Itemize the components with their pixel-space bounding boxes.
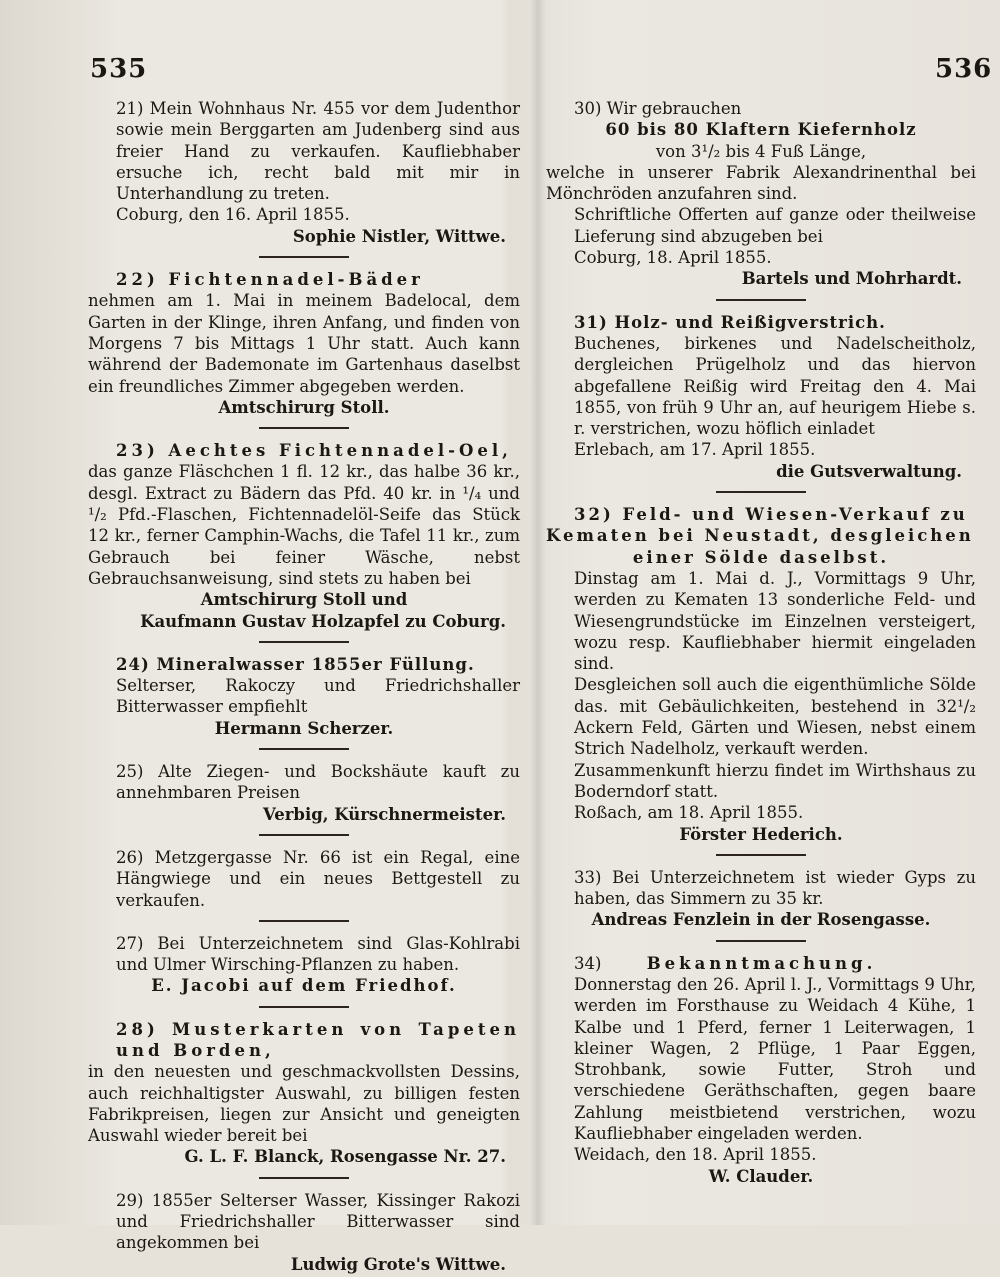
ad-heading: Kematen bei Neustadt, desgleichen: [546, 526, 974, 546]
page-number-left: 535: [90, 54, 148, 84]
ad-signature: Andreas Fenzlein in der Rosengasse.: [591, 910, 931, 930]
ad-text: Dinstag am 1. Mai d. J., Vormittags 9 Uhr, werden zu Kematen 13 sonderliche Feld- und Wiesengrundstücke im Einzelnen versteigert, wozu resp. Kaufliebhaber hiermit eingeladen sind.: [574, 568, 976, 674]
advertisement-33: [546, 867, 976, 931]
divider-rule: [259, 641, 349, 643]
ad-heading-number: 34): [574, 953, 602, 973]
ad-heading: [546, 953, 976, 974]
ad-intro: 30) Wir gebrauchen: [574, 99, 742, 118]
divider-rule: [259, 1006, 349, 1008]
ad-place-date: Coburg, den 16. April 1855.: [116, 205, 350, 225]
ad-heading: 24) Mineralwasser 1855er Füllung.: [116, 654, 475, 674]
ad-text: welche in unserer Fabrik Alexandrinenthal bei Mönchröden anzufahren sind.: [546, 162, 976, 204]
advertisement-22: [88, 269, 520, 418]
divider-rule: [716, 940, 806, 942]
ad-text: nehmen am 1. Mai in meinem Badelocal, dem Garten in der Klinge, ihren Anfang, und finden von Morgens 7 bis Mittags 1 Uhr statt. Auch kann während der Bademonate im Gartenhaus daselbst ein freundliches Zimmer abgegeben werden.: [88, 291, 520, 396]
ad-heading: 32) Feld- und Wiesen-Verkauf zu: [574, 505, 968, 525]
ad-signature: die Gutsverwaltung.: [776, 461, 962, 481]
ad-signature: Förster Hederich.: [679, 824, 843, 844]
ad-place-date: Weidach, den 18. April 1855.: [574, 1145, 817, 1165]
ad-text: 21) Mein Wohnhaus Nr. 455 vor dem Judenthor sowie mein Berggarten am Judenberg sind aus freier Hand zu verkaufen. Kaufliebhaber ersuche ich, recht bald mit mir in Unterhandlung zu treten.: [116, 99, 520, 204]
advertisement-21: [88, 98, 520, 247]
advertisement-26: [88, 847, 520, 911]
ad-text: 29) 1855er Selterser Wasser, Kissinger Rakozi und Friedrichshaller Bitterwasser sind angekommen bei: [116, 1190, 520, 1253]
ad-text: das ganze Fläschchen 1 fl. 12 kr., das halbe 36 kr., desgl. Extract zu Bädern das Pfd. 40 kr. in ¹/₄ und ¹/₂ Pfd.-Flaschen, Fichtennadelöl-Seife das Stück 12 kr., ferner Camphin-Wachs, die Tafel 11 kr., zum Gebrauch bei feiner Wäsche, nebst Gebrauchsanweisung, sind stets zu haben bei: [88, 462, 520, 588]
page-fold-shadow: [530, 0, 546, 1225]
ad-signature: Ludwig Grote's Wittwe.: [290, 1254, 506, 1274]
divider-rule: [259, 920, 349, 922]
right-column: [546, 98, 976, 1189]
ad-heading-title: Bekanntmachung.: [646, 953, 877, 973]
divider-rule: [716, 491, 806, 493]
ad-heading: 22) Fichtennadel-Bäder: [116, 270, 424, 290]
ad-text: 25) Alte Ziegen- und Bockshäute kauft zu annehmbaren Preisen: [116, 762, 520, 803]
ad-heading: 28) Musterkarten von Tapeten und Borden,: [116, 1019, 520, 1060]
advertisement-29: [88, 1190, 520, 1275]
divider-rule: [716, 854, 806, 856]
ad-text: Donnerstag den 26. April l. J., Vormittags 9 Uhr, werden im Forsthause zu Weidach 4 Kühe, 1 Kalbe und 1 Pferd, ferner 1 Leiterwagen, 1 kleiner Wagen, 2 Pflüge, 1 Paar Eggen, Strohbank, sowie Futter, Stroh und verschiedene Geräthschaften, gegen baare Zahlung meistbietend verstrichen, wozu Kaufliebhaber eingeladen werden.: [574, 974, 976, 1144]
divider-rule: [259, 748, 349, 750]
ad-text: Schriftliche Offerten auf ganze oder theilweise Lieferung sind abzugeben bei: [574, 205, 976, 246]
ad-signature: Hermann Scherzer.: [214, 718, 394, 738]
advertisement-27: [88, 933, 520, 997]
advertisement-31: [546, 312, 976, 482]
ad-headline: 60 bis 80 Klaftern Kiefernholz: [605, 120, 917, 140]
ad-signature: Sophie Nistler, Wittwe.: [292, 226, 506, 246]
ad-place-date: Erlebach, am 17. April 1855.: [574, 440, 816, 460]
ad-signature: Kaufmann Gustav Holzapfel zu Coburg.: [140, 611, 506, 631]
ad-heading: 31) Holz- und Reißigverstrich.: [574, 312, 886, 332]
advertisement-24: [88, 654, 520, 739]
advertisement-23: [88, 440, 520, 632]
ad-text: 27) Bei Unterzeichnetem sind Glas-Kohlrabi und Ulmer Wirsching-Pflanzen zu haben.: [116, 933, 520, 975]
divider-rule: [259, 1177, 349, 1179]
advertisement-28: [88, 1019, 520, 1168]
ad-signature: E. Jacobi auf dem Friedhof.: [151, 976, 457, 996]
ad-signature: G. L. F. Blanck, Rosengasse Nr. 27.: [184, 1147, 506, 1167]
ad-heading: einer Sölde daselbst.: [632, 547, 890, 567]
ad-text: Selterser, Rakoczy und Friedrichshaller Bitterwasser empfiehlt: [116, 676, 520, 717]
ad-signature: Verbig, Kürschnermeister.: [262, 804, 506, 824]
ad-place-date: Roßach, am 18. April 1855.: [574, 803, 804, 823]
page-number-right: 536: [935, 54, 993, 84]
ad-signature: Amtschirurg Stoll und: [200, 590, 408, 610]
ad-text: 33) Bei Unterzeichnetem ist wieder Gyps zu haben, das Simmern zu 35 kr.: [574, 867, 976, 909]
ad-subline: von 3¹/₂ bis 4 Fuß Länge,: [655, 141, 867, 161]
ad-text: Buchenes, birkenes und Nadelscheitholz, dergleichen Prügelholz und das hiervon abgefallene Reißig wird Freitag den 4. Mai 1855, von früh 9 Uhr an, auf heurigem Hiebe s. r. verstrichen, wozu höflich einladet: [574, 333, 976, 439]
ad-text: Zusammenkunft hierzu findet im Wirthshaus zu Boderndorf statt.: [574, 760, 976, 801]
ad-text: Desgleichen soll auch die eigenthümliche Sölde das. mit Gebäulichkeiten, bestehend in 32¹/₂ Ackern Feld, Gärten und Wiesen, nebst einem Strich Nadelholz, verkauft werden.: [574, 675, 976, 759]
ad-signature: W. Clauder.: [708, 1166, 814, 1186]
divider-rule: [259, 427, 349, 429]
advertisement-25: [88, 761, 520, 825]
ad-text: in den neuesten und geschmackvollsten Dessins, auch reichhaltigster Auswahl, zu billigen festen Fabrikpreisen, liegen zur Ansicht und geneigten Auswahl wieder bereit bei: [88, 1062, 520, 1146]
advertisement-32: [546, 504, 976, 845]
ad-signature: Amtschirurg Stoll.: [218, 397, 390, 417]
ad-heading: 23) Aechtes Fichtennadel-Oel,: [116, 441, 512, 461]
ad-text: 26) Metzgergasse Nr. 66 ist ein Regal, eine Hängwiege und ein neues Bettgestell zu verkaufen.: [116, 847, 520, 910]
divider-rule: [259, 256, 349, 258]
divider-rule: [716, 299, 806, 301]
left-column: [88, 98, 520, 1277]
divider-rule: [259, 834, 349, 836]
ad-signature: Bartels und Mohrhardt.: [741, 269, 962, 289]
advertisement-34: [546, 953, 976, 1187]
advertisement-30: [546, 98, 976, 290]
ad-place-date: Coburg, 18. April 1855.: [574, 248, 772, 268]
